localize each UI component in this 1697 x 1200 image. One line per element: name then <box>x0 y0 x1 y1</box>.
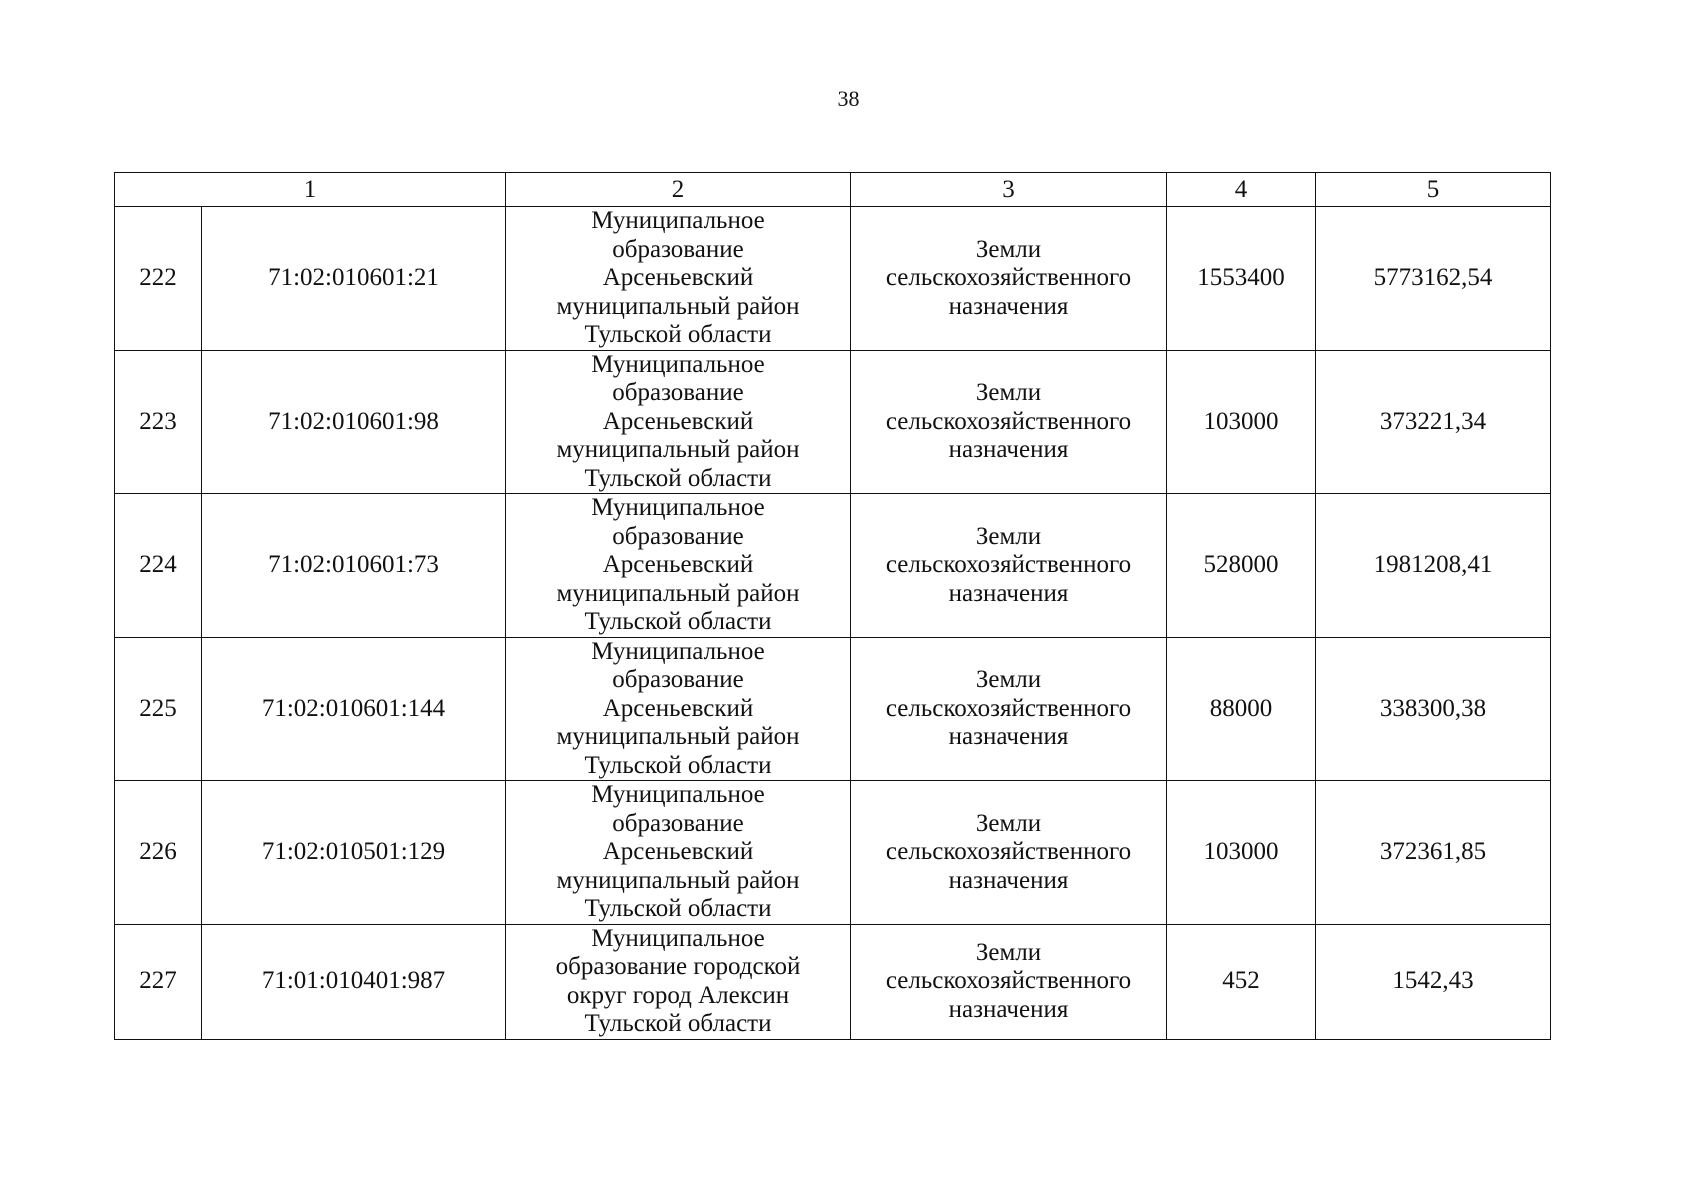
owner-cell <box>506 637 851 781</box>
land-category-text: Земли сельскохозяйственного назначения <box>885 379 1132 463</box>
table-row <box>115 924 1551 1039</box>
value-cell: 338300,38 <box>1316 637 1551 781</box>
land-category-cell <box>851 637 1167 781</box>
land-category-text: Земли сельскохозяйственного назначения <box>885 666 1132 750</box>
land-category-cell <box>851 924 1167 1039</box>
area-cell: 103000 <box>1167 781 1316 925</box>
cadastral-number-cell: 71:02:010601:73 <box>202 494 506 638</box>
area-cell: 452 <box>1167 924 1316 1039</box>
table-row <box>115 781 1551 925</box>
owner-text: Муниципальное образование Арсеньевский муниципальный район Тульской области <box>556 781 800 922</box>
owner-text: Муниципальное образование Арсеньевский муниципальный район Тульской области <box>556 350 800 492</box>
row-number-cell: 227 <box>115 924 202 1039</box>
value-cell: 372361,85 <box>1316 781 1551 925</box>
area-cell: 528000 <box>1167 494 1316 638</box>
header-cell-2: 2 <box>506 173 851 207</box>
owner-text: Муниципальное образование Арсеньевский муниципальный район Тульской области <box>556 637 800 779</box>
owner-cell <box>506 350 851 494</box>
land-category-text: Земли сельскохозяйственного назначения <box>885 522 1132 607</box>
land-category-cell <box>851 350 1167 494</box>
row-number-cell: 225 <box>115 637 202 781</box>
row-number-cell: 222 <box>115 207 202 351</box>
land-category-cell <box>851 207 1167 351</box>
header-cell-3: 3 <box>851 173 1167 207</box>
owner-cell <box>506 781 851 925</box>
row-number-cell: 224 <box>115 494 202 638</box>
header-cell-1: 1 <box>115 173 506 207</box>
row-number-cell: 226 <box>115 781 202 925</box>
land-parcels-table <box>114 172 1551 1040</box>
value-cell: 1542,43 <box>1316 924 1551 1039</box>
land-category-text: Земли сельскохозяйственного назначения <box>885 235 1132 320</box>
value-cell: 5773162,54 <box>1316 207 1551 351</box>
area-cell: 1553400 <box>1167 207 1316 351</box>
table-row <box>115 494 1551 638</box>
owner-text: Муниципальное образование Арсеньевский муниципальный район Тульской области <box>556 494 800 635</box>
cadastral-number-cell: 71:01:010401:987 <box>202 924 506 1039</box>
value-cell: 373221,34 <box>1316 350 1551 494</box>
header-cell-5: 5 <box>1316 173 1551 207</box>
table-row <box>115 637 1551 781</box>
owner-cell <box>506 494 851 638</box>
cadastral-number-cell: 71:02:010601:98 <box>202 350 506 494</box>
land-category-cell <box>851 494 1167 638</box>
table-row <box>115 207 1551 351</box>
area-cell: 103000 <box>1167 350 1316 494</box>
header-cell-4: 4 <box>1167 173 1316 207</box>
cadastral-number-cell: 71:02:010601:21 <box>202 207 506 351</box>
land-category-text: Земли сельскохозяйственного назначения <box>885 938 1132 1023</box>
owner-cell <box>506 924 851 1039</box>
row-number-cell: 223 <box>115 350 202 494</box>
table-header-row <box>115 173 1551 207</box>
land-category-text: Земли сельскохозяйственного назначения <box>885 809 1132 894</box>
value-cell: 1981208,41 <box>1316 494 1551 638</box>
table-row <box>115 350 1551 494</box>
land-category-cell <box>851 781 1167 925</box>
owner-text: Муниципальное образование городской округ город Алексин Тульской области <box>555 924 801 1037</box>
owner-text: Муниципальное образование Арсеньевский муниципальный район Тульской области <box>556 207 800 348</box>
cadastral-number-cell: 71:02:010501:129 <box>202 781 506 925</box>
owner-cell <box>506 207 851 351</box>
area-cell: 88000 <box>1167 637 1316 781</box>
page-number: 38 <box>837 86 860 111</box>
cadastral-number-cell: 71:02:010601:144 <box>202 637 506 781</box>
